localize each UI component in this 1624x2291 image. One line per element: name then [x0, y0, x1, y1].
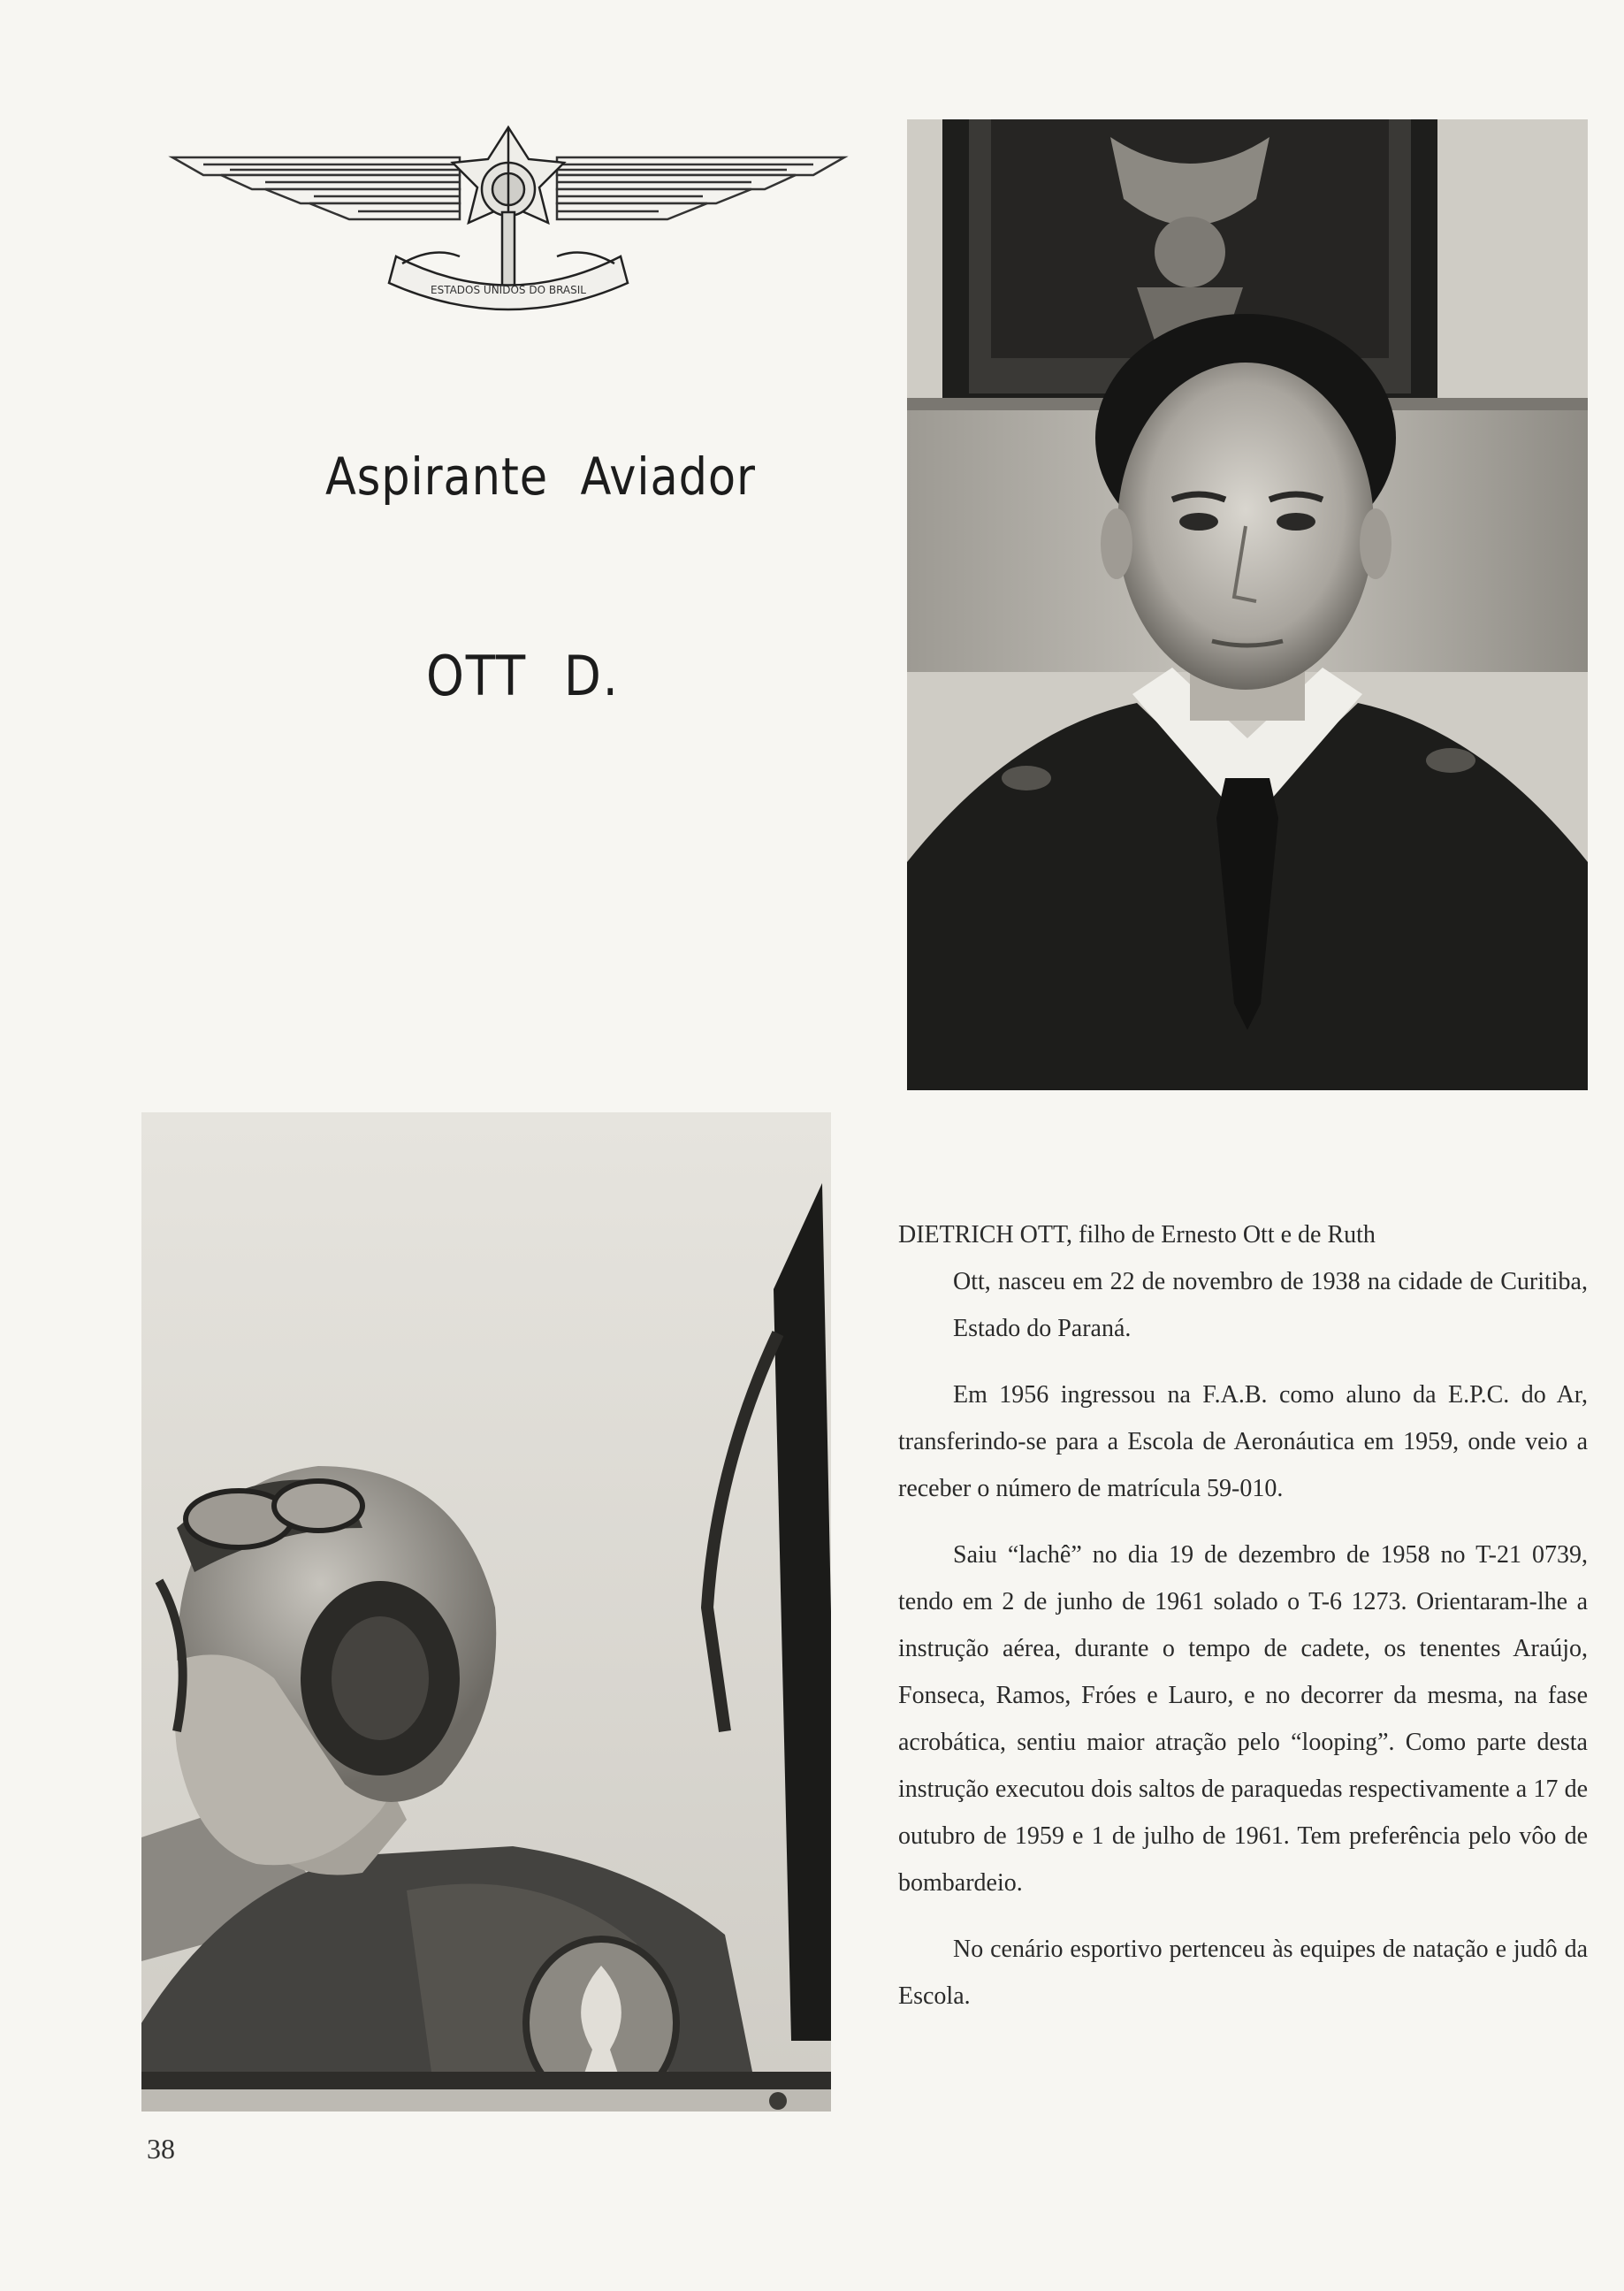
- page-heading-rank: Aspirante Aviador: [325, 447, 756, 507]
- bio-paragraph-4: No cenário esportivo pertenceu às equipes de natação e judô da Escola.: [898, 1936, 1588, 2010]
- bio-paragraph-3: Saiu “lachê” no dia 19 de dezembro de 1958 no T-21 0739, tendo em 2 de junho de 1961 solado o T-6 1273. Orientaram-lhe a instrução aérea, durante o tempo de cadete, os tenentes Araújo, Fonseca, Ramos, Fróes e Lauro, e no decorrer da mesma, na fase acrobática, sentiu maior atração pelo “looping”. Como parte desta instrução executou dois saltos de paraquedas respectivamente a 17 de outubro de 1959 e 1 de julho de 1961. Tem preferência pelo vôo de bombardeio.: [898, 1541, 1588, 1897]
- pilot-in-cockpit-photo: [141, 1112, 831, 2112]
- bio-paragraph-1-first-line: DIETRICH OTT, filho de Ernesto Ott e de Ruth: [898, 1221, 1376, 1249]
- emblem-ribbon-text: ESTADOS UNIDOS DO BRASIL: [431, 284, 586, 296]
- bio-paragraph-1-continuation: Ott, nasceu em 22 de novembro de 1938 na cidade de Curitiba, Estado do Paraná.: [953, 1268, 1588, 1342]
- page-heading-name: OTT D.: [426, 644, 620, 708]
- biography-text: [898, 1211, 1588, 2039]
- bio-paragraph-2: Em 1956 ingressou na F.A.B. como aluno da E.P.C. do Ar, transferindo-se para a Escola de Aeronáutica em 1959, onde veio a receber o número de matrícula 59-010.: [898, 1381, 1588, 1502]
- air-force-wings-emblem-icon: [168, 124, 849, 318]
- portrait-photo: [907, 119, 1588, 1090]
- page-number: 38: [147, 2133, 175, 2165]
- bio-paragraph-1: [898, 1211, 1588, 1352]
